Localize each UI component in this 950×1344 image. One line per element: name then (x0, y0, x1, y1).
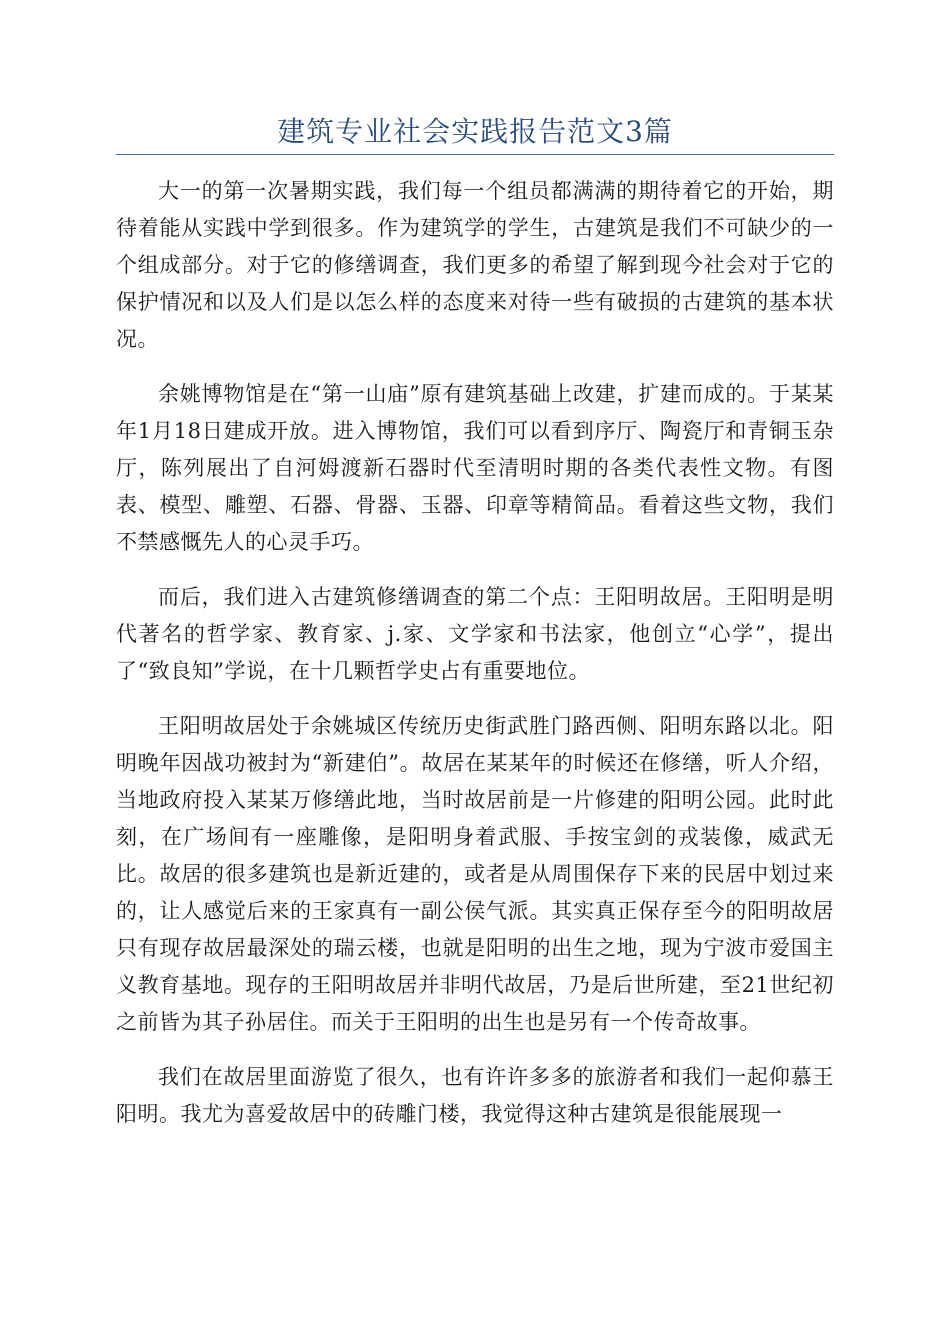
paragraph-1: 大一的第一次暑期实践，我们每一个组员都满满的期待着它的开始，期待着能从实践中学到很多。作为建筑学的学生，古建筑是我们不可缺少的一个组成部分。对于它的修缮调查，我们更多的希望了解到现今社会对于它的保护情况和以及人们是以怎么样的态度来对待一些有破损的古建筑的基本状况。 (116, 179, 834, 351)
paragraph-4: 王阳明故居处于余姚城区传统历史街武胜门路西侧、阳明东路以北。阳明晚年因战功被封为“新建伯”。故居在某某年的时候还在修缮，听人介绍，当地政府投入某某万修缮此地，当时故居前是一片修建的阳明公园。此时此刻，在广场间有一座雕像，是阳明身着武服、手按宝剑的戎装像，威武无比。故居的很多建筑也是新近建的，或者是从周围保存下来的民居中划过来的，让人感觉后来的王家真有一副公侯气派。其实真正保存至今的阳明故居只有现存故居最深处的瑞云楼，也就是阳明的出生之地，现为宁波市爱国主义教育基地。现存的王阳明故居并非明代故居，乃是后世所建，至21世纪初之前皆为其子孙居住。而关于王阳明的出生也是另有一个传奇故事。 (116, 714, 834, 1034)
paragraph-2: 余姚博物馆是在“第一山庙”原有建筑基础上改建，扩建而成的。于某某年1月18日建成开放。进入博物馆，我们可以看到序厅、陶瓷厅和青铜玉杂厅，陈列展出了自河姆渡新石器时代至清明时期的各类代表性文物。有图表、模型、雕塑、石器、骨器、玉器、印章等精简品。看着这些文物，我们不禁感慨先人的心灵手巧。 (116, 382, 834, 554)
document-body (116, 173, 834, 1151)
title-underline (116, 154, 834, 155)
paragraph-5: 我们在故居里面游览了很久，也有许许多多的旅游者和我们一起仰慕王阳明。我尤为喜爱故居中的砖雕门楼，我觉得这种古建筑是很能展现一 (116, 1065, 834, 1126)
page-title: 建筑专业社会实践报告范文3篇 (277, 115, 673, 148)
paragraph-3: 而后，我们进入古建筑修缮调查的第二个点：王阳明故居。王阳明是明代著名的哲学家、教育家、j.家、文学家和书法家，他创立“心学”，提出了“致良知”学说，在十几颗哲学史占有重要地位。 (116, 585, 834, 683)
